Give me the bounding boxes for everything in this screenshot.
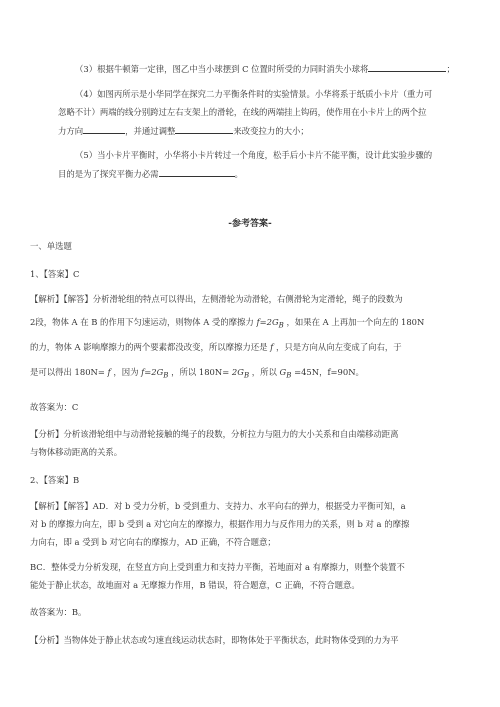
question-4-text-a: 力方向 — [58, 126, 84, 136]
answer-1-explanation-line-3 — [30, 341, 470, 354]
answer-2-explanation-line-1: 【解析】【解答】AD．对 b 受力分析，b 受到重力、支持力、水平向右的弹力，根据受力平衡可知，a — [30, 501, 406, 511]
friction-symbol: f — [270, 342, 274, 352]
weight-symbol: G — [279, 367, 287, 377]
question-5-text-b: 。 — [234, 169, 243, 179]
question-3-text: （3）根据牛顿第一定律，图乙中当小球摆到 C 位置时所受的力同时消失小球将 — [75, 64, 369, 74]
subscript: B — [243, 371, 250, 380]
formula — [141, 367, 169, 380]
explanation-text: 的力，物体 A 影响摩擦力的两个要素都没改变，所以摩擦力还是 — [30, 342, 268, 352]
answer-1-conclusion: 故答案为：C — [30, 402, 79, 412]
answer-1-explanation-line-1: 【解析】【解答】分析滑轮组的特点可以得出，左侧滑轮为动滑轮，右侧滑轮为定滑轮，绳子的段数为 — [30, 294, 403, 304]
friction-symbol: f — [141, 367, 145, 377]
question-3-end: ； — [446, 64, 455, 74]
explanation-text: ，只是方向从向左变成了向右，于 — [275, 342, 402, 352]
answer-2-bc-line-2: 能处于静止状态，故地面对 a 无摩擦力作用，B 错误，符合题意，C 正确，不符合题意。 — [30, 580, 360, 590]
explanation-text: =45N，f=90N。 — [294, 367, 364, 377]
answer-key-title: -参考答案- — [228, 219, 272, 229]
subscript: B — [286, 371, 292, 380]
answer-1-analysis-line-1: 【分析】分析该滑轮组中与动滑轮接触的绳子的段数，分析拉力与阻力的大小关系和自由端移动距离 — [30, 429, 399, 439]
friction-symbol: f — [256, 317, 260, 327]
weight-symbol: G — [237, 367, 244, 377]
answer-1-analysis-line-2: 与物体移动距离的关系。 — [30, 447, 123, 457]
answer-2-bc-line-1: BC．整体受力分析发现，在竖直方向上受到重力和支持力平衡，若地面对 a 有摩擦力，则整个装置不 — [30, 562, 405, 572]
friction-symbol: f — [107, 367, 111, 377]
formula-text: =2G — [259, 317, 279, 327]
question-4-text-c: 来改变拉力的大小； — [233, 126, 309, 136]
formula — [256, 317, 284, 330]
question-3 — [58, 62, 470, 76]
explanation-text: ，所以 — [251, 367, 277, 377]
question-5-line-2 — [58, 167, 470, 181]
answer-blank[interactable] — [159, 167, 235, 177]
subscript: B — [278, 321, 284, 330]
explanation-text: ，如果在 A 上再加一个向左的 180N — [286, 317, 425, 327]
answer-2-conclusion: 故答案为：B。 — [30, 607, 87, 617]
answer-1-explanation-line-2 — [30, 316, 470, 332]
question-4-text-b: ，并通过调整 — [125, 126, 176, 136]
answer-2-analysis-line-1: 【分析】当物体处于静止状态或匀速直线运动状态时，即物体处于平衡状态，此时物体受到的力为平 — [30, 635, 399, 645]
question-4-line-2: 忽略不计）两端的线分别跨过左右支架上的滑轮，在线的两端挂上钩码，使作用在小卡片上的两个拉 — [58, 107, 427, 117]
question-4-line-1: （4）如图丙所示是小华同学在探究二力平衡条件时的实验情景。小华将系于纸质小卡片（重力可 — [75, 89, 433, 99]
question-5-line-1: （5）当小卡片平衡时，小华将小卡片转过一个角度，松手后小卡片不能平衡，设计此实验步骤的 — [75, 150, 433, 160]
question-5-text-a: 目的是为了探究平衡力必需 — [58, 169, 159, 179]
answer-2-heading: 2、【答案】B — [30, 475, 80, 485]
explanation-text: 2段，物体 A 在 B 的作用下匀速运动，则物体 A 受的摩擦力 — [30, 317, 254, 327]
answer-1-heading: 1、【答案】C — [30, 269, 80, 279]
answer-2-explanation-line-3: 力向右，即 a 受到 b 对它向右的摩擦力，AD 正确，不符合题意； — [30, 537, 276, 547]
explanation-text: ，所以 180N= — [171, 367, 230, 377]
section-heading: 一、单选题 — [30, 241, 72, 251]
answer-blank[interactable] — [83, 124, 125, 134]
question-4-line-3 — [58, 124, 470, 138]
answer-blank[interactable] — [175, 124, 233, 134]
subscript: B — [163, 371, 169, 380]
answer-1-explanation-line-4 — [30, 366, 470, 382]
formula — [279, 367, 292, 380]
answer-2-explanation-line-2: 对 b 的摩擦力向左，即 b 受到 a 对它向左的摩擦力，根据作用力与反作用力的关系，则 b 对 a 的摩擦 — [30, 519, 410, 529]
answer-blank[interactable] — [368, 62, 446, 72]
explanation-text: ，因为 — [113, 367, 139, 377]
explanation-text: 是可以得出 180N= — [30, 367, 105, 377]
formula: $2G_B$ — [231, 367, 250, 380]
formula-text: =2G — [144, 367, 164, 377]
